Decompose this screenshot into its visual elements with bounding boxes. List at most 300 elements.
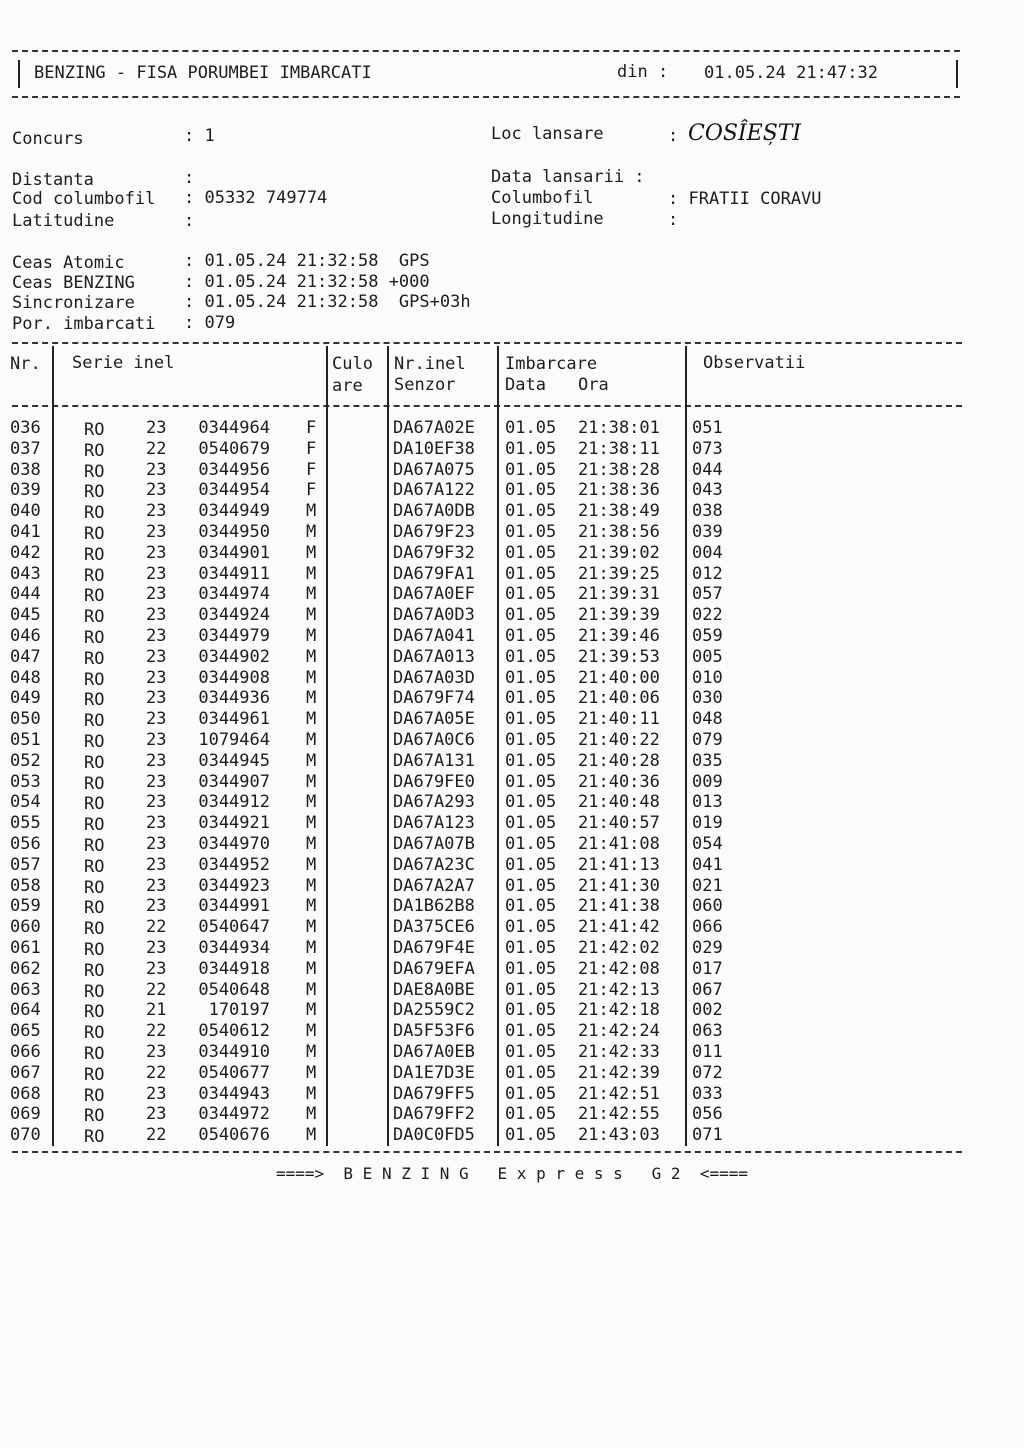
- cell-country: RO: [84, 648, 105, 669]
- por-imbarcati-label: Por. imbarcati: [12, 314, 156, 334]
- cell-ring: 0344945: [198, 750, 270, 771]
- cell-sensor: DA10EF38: [393, 438, 475, 459]
- cell-date: 01.05: [505, 813, 557, 834]
- cell-ring: 0344911: [198, 563, 270, 584]
- cell-time: 21:41:38: [578, 896, 660, 917]
- cell-observatii: 066: [692, 917, 723, 938]
- col-header-data: Data: [505, 375, 546, 395]
- cell-sensor: DA679F74: [393, 688, 475, 709]
- cell-time: 21:42:08: [578, 958, 660, 979]
- cell-ring: 0344964: [198, 418, 270, 438]
- col-header-senzor: Senzor: [394, 375, 456, 395]
- cell-ring: 0344972: [198, 1104, 270, 1125]
- cell-year: 23: [146, 688, 167, 709]
- table-row: [0, 1125, 1024, 1146]
- cell-observatii: 013: [692, 792, 723, 813]
- table-header-rule: [12, 405, 962, 407]
- cell-sex: M: [306, 750, 317, 771]
- cell-sensor: DA67A0D3: [393, 605, 475, 626]
- cell-date: 01.05: [505, 521, 557, 542]
- cell-ring: 0344910: [198, 1041, 270, 1062]
- cell-year: 23: [146, 750, 167, 771]
- cell-sex: M: [306, 854, 317, 875]
- columbofil-label: Columbofil: [491, 188, 594, 208]
- cell-year: 23: [146, 625, 167, 646]
- concurs-value: : 1: [184, 126, 215, 146]
- cell-sensor: DA1B62B8: [393, 896, 475, 917]
- cell-date: 01.05: [505, 480, 557, 501]
- cell-time: 21:41:42: [578, 917, 660, 938]
- cell-observatii: 043: [692, 480, 723, 501]
- cell-sex: F: [306, 480, 317, 501]
- cell-time: 21:38:28: [578, 459, 660, 480]
- cell-nr: 066: [10, 1041, 41, 1062]
- cell-country: RO: [84, 1127, 105, 1148]
- cell-date: 01.05: [505, 625, 557, 646]
- cell-year: 23: [146, 729, 167, 750]
- cell-observatii: 063: [692, 1021, 723, 1042]
- cell-time: 21:39:46: [578, 625, 660, 646]
- cell-date: 01.05: [505, 917, 557, 938]
- table-row: [0, 418, 1024, 439]
- col-header-culo: Culo: [332, 354, 373, 374]
- cell-ring: 0344961: [198, 709, 270, 730]
- table-row: [0, 668, 1024, 689]
- cell-country: RO: [84, 503, 105, 524]
- cell-ring: 0344921: [198, 813, 270, 834]
- cell-date: 01.05: [505, 418, 557, 438]
- cell-time: 21:42:02: [578, 937, 660, 958]
- cell-observatii: 004: [692, 542, 723, 563]
- table-row: [0, 1021, 1024, 1042]
- cell-observatii: 079: [692, 729, 723, 750]
- cell-nr: 061: [10, 937, 41, 958]
- cell-sex: M: [306, 771, 317, 792]
- cell-time: 21:38:01: [578, 418, 660, 438]
- table-body: [0, 418, 1024, 1146]
- cell-year: 23: [146, 667, 167, 688]
- cell-ring: 0540612: [198, 1021, 270, 1042]
- cell-sensor: DA0C0FD5: [393, 1125, 475, 1146]
- latitudine-label: Latitudine: [12, 211, 115, 231]
- cell-sensor: DA679F32: [393, 542, 475, 563]
- cell-nr: 045: [10, 605, 41, 626]
- cell-time: 21:39:39: [578, 605, 660, 626]
- cell-sensor: DA679FA1: [393, 563, 475, 584]
- cell-nr: 054: [10, 792, 41, 813]
- cell-time: 21:41:30: [578, 875, 660, 896]
- cell-country: RO: [84, 1064, 105, 1085]
- cell-year: 21: [146, 1000, 167, 1021]
- cell-date: 01.05: [505, 542, 557, 563]
- cell-sex: M: [306, 625, 317, 646]
- cell-country: RO: [84, 835, 105, 856]
- cell-ring: 0344901: [198, 542, 270, 563]
- cell-year: 23: [146, 459, 167, 480]
- cell-nr: 058: [10, 875, 41, 896]
- cell-sex: M: [306, 896, 317, 917]
- cell-sex: F: [306, 418, 317, 438]
- cell-time: 21:42:55: [578, 1104, 660, 1125]
- cell-nr: 051: [10, 729, 41, 750]
- cell-sensor: DA5F53F6: [393, 1021, 475, 1042]
- table-row: [0, 834, 1024, 855]
- cell-sensor: DA67A0EB: [393, 1041, 475, 1062]
- cell-country: RO: [84, 939, 105, 960]
- cell-date: 01.05: [505, 771, 557, 792]
- cell-time: 21:39:02: [578, 542, 660, 563]
- cell-nr: 069: [10, 1104, 41, 1125]
- table-row: [0, 439, 1024, 460]
- cell-ring: 0344936: [198, 688, 270, 709]
- header-right-border: [956, 60, 958, 88]
- cell-sex: M: [306, 958, 317, 979]
- sincronizare-label: Sincronizare: [12, 293, 135, 313]
- table-row: [0, 564, 1024, 585]
- cell-year: 23: [146, 480, 167, 501]
- cell-nr: 043: [10, 563, 41, 584]
- cell-date: 01.05: [505, 1021, 557, 1042]
- header-top-rule: [12, 50, 960, 52]
- cell-sensor: DA67A122: [393, 480, 475, 501]
- cell-year: 23: [146, 1083, 167, 1104]
- cell-nr: 047: [10, 646, 41, 667]
- table-row: [0, 480, 1024, 501]
- cell-nr: 063: [10, 979, 41, 1000]
- cell-sex: M: [306, 688, 317, 709]
- cell-time: 21:41:08: [578, 833, 660, 854]
- cell-country: RO: [84, 461, 105, 482]
- cell-nr: 057: [10, 854, 41, 875]
- table-row: [0, 709, 1024, 730]
- col-header-are: are: [332, 376, 363, 396]
- cell-country: RO: [84, 1106, 105, 1127]
- cell-sensor: DA679F23: [393, 521, 475, 542]
- table-row: [0, 688, 1024, 709]
- col-header-nrinel: Nr.inel: [394, 354, 466, 374]
- cell-nr: 060: [10, 917, 41, 938]
- cell-ring: 0344956: [198, 459, 270, 480]
- latitudine-value: :: [184, 211, 195, 231]
- cell-sex: M: [306, 1041, 317, 1062]
- cell-year: 23: [146, 709, 167, 730]
- cell-sex: M: [306, 813, 317, 834]
- cell-country: RO: [84, 731, 105, 752]
- print-datetime: 01.05.24 21:47:32: [704, 63, 878, 83]
- table-row: [0, 730, 1024, 751]
- cell-observatii: 029: [692, 937, 723, 958]
- cell-sex: M: [306, 937, 317, 958]
- cell-nr: 042: [10, 542, 41, 563]
- cell-sex: M: [306, 646, 317, 667]
- cell-sex: M: [306, 584, 317, 605]
- cell-date: 01.05: [505, 1000, 557, 1021]
- cell-date: 01.05: [505, 438, 557, 459]
- col-header-observatii: Observatii: [703, 353, 806, 373]
- por-imbarcati-value: : 079: [184, 313, 236, 333]
- cell-sensor: DA679EFA: [393, 958, 475, 979]
- cell-date: 01.05: [505, 750, 557, 771]
- cell-ring: 0344908: [198, 667, 270, 688]
- cell-sex: M: [306, 1083, 317, 1104]
- cell-date: 01.05: [505, 1041, 557, 1062]
- cell-sex: M: [306, 979, 317, 1000]
- cell-sensor: DA679FF5: [393, 1083, 475, 1104]
- concurs-label: Concurs: [12, 129, 84, 149]
- cell-country: RO: [84, 752, 105, 773]
- cell-sensor: DA67A2A7: [393, 875, 475, 896]
- cell-country: RO: [84, 669, 105, 690]
- cell-nr: 067: [10, 1062, 41, 1083]
- cell-nr: 048: [10, 667, 41, 688]
- cell-date: 01.05: [505, 605, 557, 626]
- cell-nr: 064: [10, 1000, 41, 1021]
- cell-observatii: 044: [692, 459, 723, 480]
- cell-year: 22: [146, 1021, 167, 1042]
- cell-time: 21:42:39: [578, 1062, 660, 1083]
- cell-date: 01.05: [505, 1083, 557, 1104]
- cell-date: 01.05: [505, 1125, 557, 1146]
- cell-date: 01.05: [505, 896, 557, 917]
- cell-nr: 037: [10, 438, 41, 459]
- header-bottom-rule: [12, 96, 960, 98]
- table-row: [0, 917, 1024, 938]
- cell-ring: 0540647: [198, 917, 270, 938]
- cell-ring: 0540677: [198, 1062, 270, 1083]
- cell-country: RO: [84, 420, 105, 440]
- cell-country: RO: [84, 773, 105, 794]
- cell-time: 21:42:18: [578, 1000, 660, 1021]
- cell-sensor: DA67A0EF: [393, 584, 475, 605]
- cell-sex: M: [306, 667, 317, 688]
- cell-sensor: DA679FE0: [393, 771, 475, 792]
- cell-sensor: DA679FF2: [393, 1104, 475, 1125]
- cell-observatii: 011: [692, 1041, 723, 1062]
- cell-observatii: 041: [692, 854, 723, 875]
- cell-sex: M: [306, 709, 317, 730]
- table-row: [0, 522, 1024, 543]
- cell-observatii: 019: [692, 813, 723, 834]
- cell-sensor: DAE8A0BE: [393, 979, 475, 1000]
- table-row: [0, 876, 1024, 897]
- table-row: [0, 959, 1024, 980]
- cell-sensor: DA679F4E: [393, 937, 475, 958]
- cell-sex: M: [306, 563, 317, 584]
- cell-ring: 170197: [208, 1000, 270, 1021]
- cell-ring: 0344950: [198, 521, 270, 542]
- cell-sex: M: [306, 1021, 317, 1042]
- cell-country: RO: [84, 794, 105, 815]
- cell-country: RO: [84, 1043, 105, 1064]
- cell-time: 21:40:57: [578, 813, 660, 834]
- cell-ring: 0344974: [198, 584, 270, 605]
- cell-sensor: DA67A0DB: [393, 501, 475, 522]
- cell-ring: 0344912: [198, 792, 270, 813]
- footer-banner: ====> B E N Z I N G E x p r e s s G 2 <====: [275, 1164, 748, 1183]
- cell-date: 01.05: [505, 646, 557, 667]
- cell-ring: 0344907: [198, 771, 270, 792]
- cell-ring: 0344979: [198, 625, 270, 646]
- cell-observatii: 009: [692, 771, 723, 792]
- cell-time: 21:40:48: [578, 792, 660, 813]
- cell-nr: 070: [10, 1125, 41, 1146]
- distanta-label: Distanta: [12, 170, 94, 190]
- cell-date: 01.05: [505, 833, 557, 854]
- cell-nr: 039: [10, 480, 41, 501]
- table-row: [0, 772, 1024, 793]
- cell-year: 22: [146, 979, 167, 1000]
- cell-sensor: DA67A23C: [393, 854, 475, 875]
- table-row: [0, 1104, 1024, 1125]
- cell-year: 23: [146, 771, 167, 792]
- cell-ring: 0344954: [198, 480, 270, 501]
- cell-country: RO: [84, 815, 105, 836]
- ceas-atomic-value: : 01.05.24 21:32:58 GPS: [184, 251, 430, 271]
- cell-observatii: 056: [692, 1104, 723, 1125]
- table-row: [0, 626, 1024, 647]
- cell-nr: 053: [10, 771, 41, 792]
- cell-country: RO: [84, 1002, 105, 1023]
- cell-observatii: 073: [692, 438, 723, 459]
- columbofil-value: : FRATII CORAVU: [668, 189, 822, 209]
- cell-year: 23: [146, 563, 167, 584]
- cell-year: 23: [146, 521, 167, 542]
- cell-year: 23: [146, 1041, 167, 1062]
- cell-country: RO: [84, 981, 105, 1002]
- cell-sex: M: [306, 729, 317, 750]
- cell-nr: 065: [10, 1021, 41, 1042]
- cell-sex: F: [306, 438, 317, 459]
- cell-year: 22: [146, 1062, 167, 1083]
- page-title: BENZING - FISA PORUMBEI IMBARCATI: [34, 63, 372, 83]
- cell-country: RO: [84, 690, 105, 711]
- cell-sex: M: [306, 1125, 317, 1146]
- cell-year: 22: [146, 438, 167, 459]
- cell-country: RO: [84, 856, 105, 877]
- table-row: [0, 605, 1024, 626]
- cell-time: 21:40:36: [578, 771, 660, 792]
- cell-year: 23: [146, 646, 167, 667]
- cell-country: RO: [84, 711, 105, 732]
- loc-lansare-colon: :: [668, 126, 679, 146]
- cell-sex: M: [306, 833, 317, 854]
- cell-time: 21:43:03: [578, 1125, 660, 1146]
- cell-country: RO: [84, 482, 105, 503]
- cell-time: 21:40:22: [578, 729, 660, 750]
- cell-year: 23: [146, 896, 167, 917]
- ceas-benzing-value: : 01.05.24 21:32:58 +000: [184, 272, 430, 292]
- cell-date: 01.05: [505, 709, 557, 730]
- cell-sex: M: [306, 1000, 317, 1021]
- table-bottom-rule: [12, 1151, 962, 1153]
- cell-country: RO: [84, 565, 105, 586]
- cell-country: RO: [84, 607, 105, 628]
- cell-year: 23: [146, 813, 167, 834]
- cell-ring: 0344991: [198, 896, 270, 917]
- cell-ring: 0540648: [198, 979, 270, 1000]
- cell-ring: 0540679: [198, 438, 270, 459]
- cell-ring: 0344923: [198, 875, 270, 896]
- table-row: [0, 792, 1024, 813]
- cell-time: 21:42:24: [578, 1021, 660, 1042]
- cell-sensor: DA67A07B: [393, 833, 475, 854]
- cell-sensor: DA67A02E: [393, 418, 475, 438]
- cell-observatii: 022: [692, 605, 723, 626]
- cell-observatii: 002: [692, 1000, 723, 1021]
- cell-country: RO: [84, 586, 105, 607]
- cell-date: 01.05: [505, 854, 557, 875]
- table-row: [0, 1084, 1024, 1105]
- cell-sensor: DA67A041: [393, 625, 475, 646]
- cell-sensor: DA67A075: [393, 459, 475, 480]
- cell-observatii: 010: [692, 667, 723, 688]
- cell-ring: 0344970: [198, 833, 270, 854]
- cell-nr: 049: [10, 688, 41, 709]
- cell-time: 21:38:49: [578, 501, 660, 522]
- cell-sensor: DA67A123: [393, 813, 475, 834]
- cell-date: 01.05: [505, 1062, 557, 1083]
- cell-country: RO: [84, 919, 105, 940]
- cod-columbofil-label: Cod columbofil: [12, 189, 156, 209]
- table-row: [0, 751, 1024, 772]
- ceas-atomic-label: Ceas Atomic: [12, 253, 125, 273]
- cell-time: 21:38:11: [578, 438, 660, 459]
- table-row: [0, 543, 1024, 564]
- cell-date: 01.05: [505, 459, 557, 480]
- cell-year: 23: [146, 605, 167, 626]
- cell-country: RO: [84, 627, 105, 648]
- cell-time: 21:38:56: [578, 521, 660, 542]
- cell-observatii: 033: [692, 1083, 723, 1104]
- cell-date: 01.05: [505, 958, 557, 979]
- cell-observatii: 017: [692, 958, 723, 979]
- table-row: [0, 896, 1024, 917]
- cell-country: RO: [84, 1023, 105, 1044]
- cell-year: 23: [146, 854, 167, 875]
- cell-observatii: 071: [692, 1125, 723, 1146]
- cell-sensor: DA67A0C6: [393, 729, 475, 750]
- cell-year: 23: [146, 501, 167, 522]
- cell-time: 21:42:13: [578, 979, 660, 1000]
- table-row: [0, 460, 1024, 481]
- table-row: [0, 855, 1024, 876]
- cell-observatii: 012: [692, 563, 723, 584]
- cell-sex: M: [306, 605, 317, 626]
- cell-date: 01.05: [505, 584, 557, 605]
- cell-sex: M: [306, 1104, 317, 1125]
- cell-time: 21:40:00: [578, 667, 660, 688]
- cell-year: 22: [146, 917, 167, 938]
- cell-observatii: 054: [692, 833, 723, 854]
- cell-country: RO: [84, 523, 105, 544]
- cell-date: 01.05: [505, 1104, 557, 1125]
- cell-year: 23: [146, 833, 167, 854]
- col-header-imbarcare: Imbarcare: [505, 354, 598, 374]
- cell-sex: F: [306, 459, 317, 480]
- cod-columbofil-value: : 05332 749774: [184, 188, 328, 208]
- cell-year: 23: [146, 875, 167, 896]
- cell-country: RO: [84, 877, 105, 898]
- cell-nr: 059: [10, 896, 41, 917]
- cell-ring: 0344924: [198, 605, 270, 626]
- cell-time: 21:40:28: [578, 750, 660, 771]
- cell-nr: 062: [10, 958, 41, 979]
- cell-sex: M: [306, 1062, 317, 1083]
- cell-observatii: 021: [692, 875, 723, 896]
- longitudine-value: :: [668, 210, 679, 230]
- cell-country: RO: [84, 1085, 105, 1106]
- cell-date: 01.05: [505, 875, 557, 896]
